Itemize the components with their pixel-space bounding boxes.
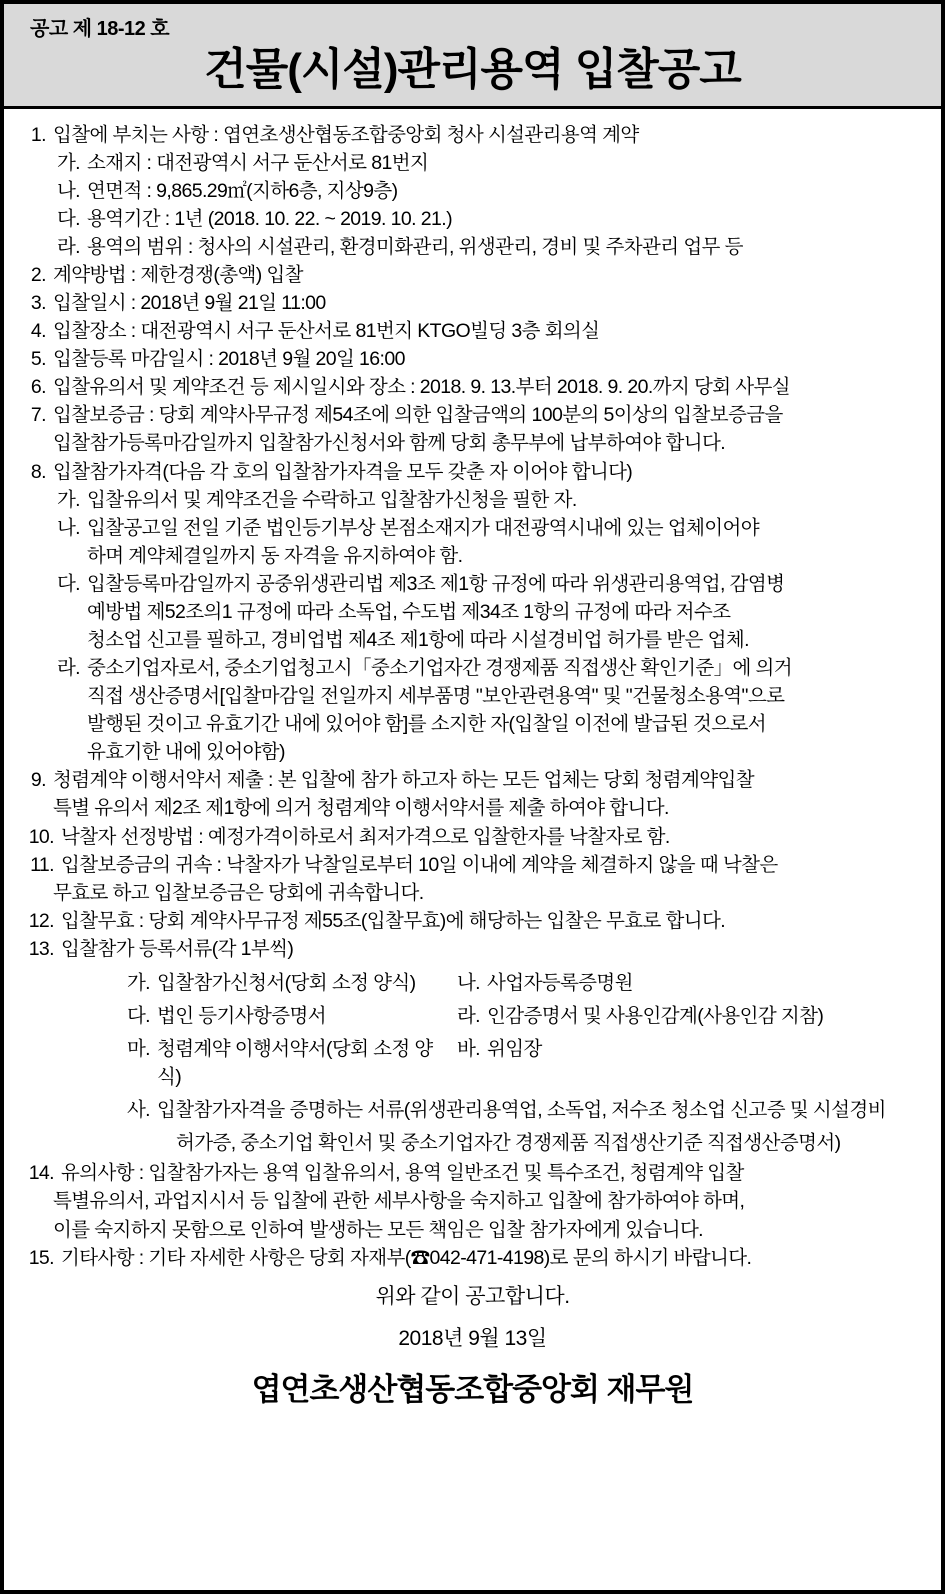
sub-item-number: 가.: [56, 488, 80, 511]
document-label: 인감증명서 및 사용인감계(사용인감 지참): [487, 1005, 824, 1028]
document-header: [4, 4, 941, 109]
item-number: 10.: [28, 825, 54, 848]
item-number: 4.: [30, 320, 46, 343]
item-text: 입찰무효 : 당회 계약사무규정 제55조(입찰무효)에 해당하는 입찰은 무효로 합니다.: [61, 909, 726, 932]
list-item: [20, 401, 925, 429]
document-label: 위임장: [487, 1038, 542, 1061]
item-text: 기타사항 : 기타 자세한 사항은 당회 자재부(☎042-471-4198)로 문의 하시기 바랍니다.: [61, 1246, 752, 1269]
sub-item: [20, 205, 925, 233]
list-item: [20, 121, 925, 149]
sub-item-text: 소재지 : 대전광역시 서구 둔산서로 81번지: [87, 151, 429, 174]
notice-number: 공고 제 18-12 호: [30, 18, 170, 40]
document-number: 가.: [126, 971, 150, 994]
item-text: 입찰일시 : 2018년 9월 21일 11:00: [53, 292, 326, 315]
sub-item-continuation: 청소업 신고를 필하고, 경비업법 제4조 제1항에 따라 시설경비업 허가를 받은 업체.: [87, 629, 749, 651]
required-documents-list: [20, 969, 925, 1157]
sub-item-continuation: 예방법 제52조의1 규정에 따라 소독업, 수도법 제34조 1항의 규정에 따라 저수조: [87, 600, 731, 623]
sub-item-number: 나.: [56, 179, 80, 202]
item-number: 7.: [30, 404, 46, 427]
item-number: 15.: [28, 1246, 54, 1269]
item-text: 입찰유의서 및 계약조건 등 제시일시와 장소 : 2018. 9. 13.부터 2018. 9. 20.까지 당회 사무실: [53, 376, 791, 399]
sub-item: [20, 514, 925, 542]
sub-item: [20, 233, 925, 261]
list-item: [20, 907, 925, 935]
page-title: 건물(시설)관리용역 입찰공고: [204, 45, 741, 94]
sub-item-text: 용역의 범위 : 청사의 시설관리, 환경미화관리, 위생관리, 경비 및 주차관리 업무 등: [87, 235, 743, 258]
document-label: 입찰참가자격을 증명하는 서류(위생관리용역업, 소독업, 저수조 청소업 신고증 및 시설경비: [157, 1099, 886, 1122]
item-text: 입찰참가자격(다음 각 호의 입찰참가자격을 모두 갖춘 자 이어야 합니다): [53, 460, 633, 483]
item-continuation: 특별 유의서 제2조 제1항에 의거 청렴계약 이행서약서를 제출 하여야 합니다.: [53, 797, 669, 820]
sub-item-number: 가.: [56, 151, 80, 174]
list-item: [20, 823, 925, 851]
list-item: [20, 766, 925, 794]
document-label: 사업자등록증명원: [487, 971, 633, 994]
closing-statement: 위와 같이 공고합니다.: [375, 1284, 570, 1308]
documents-row: [124, 1035, 925, 1091]
item-continuation: 무효로 하고 입찰보증금은 당회에 귀속합니다.: [53, 881, 424, 904]
list-item: [20, 458, 925, 486]
list-item: [20, 345, 925, 373]
document-label: 입찰참가신청서(당회 소정 양식): [157, 971, 416, 994]
sub-item-text: 입찰유의서 및 계약조건을 수락하고 입찰참가신청을 필한 자.: [87, 488, 577, 511]
issue-date: 2018년 9월 13일: [398, 1326, 547, 1350]
item-text: 입찰등록 마감일시 : 2018년 9월 20일 16:00: [53, 348, 405, 371]
issuing-organization: 엽연초생산협동조합중앙회 재무원: [251, 1372, 694, 1408]
documents-row: [124, 969, 925, 997]
document-number: 나.: [456, 971, 480, 994]
document-entry: [454, 1002, 925, 1030]
document-footer: [20, 1282, 925, 1413]
sub-item: [20, 570, 925, 598]
document-number: 마.: [126, 1038, 150, 1061]
document-entry: [124, 1096, 925, 1124]
sub-item-continuation: 발행된 것이고 유효기간 내에 있어야 함]를 소지한 자(입찰일 이전에 발급된 것으로서: [87, 713, 766, 736]
item-text: 입찰장소 : 대전광역시 서구 둔산서로 81번지 KTGO빌딩 3층 회의실: [53, 320, 600, 343]
item-continuation: 입찰참가등록마감일까지 입찰참가신청서와 함께 당회 총무부에 납부하여야 합니다.: [53, 432, 726, 455]
item-text: 입찰보증금 : 당회 계약사무규정 제54조에 의한 입찰금액의 100분의 5이상의 입찰보증금을: [53, 404, 783, 427]
list-item: [20, 289, 925, 317]
sub-item-number: 다.: [56, 207, 80, 230]
item-number: 6.: [30, 376, 46, 399]
list-item: [20, 261, 925, 289]
sub-item-continuation: 하며 계약체결일까지 동 자격을 유지하여야 함.: [87, 544, 463, 567]
sub-item-text: 입찰공고일 전일 기준 법인등기부상 본점소재지가 대전광역시내에 있는 업체이어야: [87, 516, 760, 539]
document-entry: [124, 1002, 454, 1030]
list-item: [20, 851, 925, 879]
item-number: 11.: [30, 853, 54, 876]
item-continuation: 이를 숙지하지 못함으로 인하여 발생하는 모든 책임은 입찰 참가자에게 있습니다.: [53, 1218, 703, 1241]
sub-item-text: 용역기간 : 1년 (2018. 10. 22. ~ 2019. 10. 21.): [87, 207, 453, 230]
item-number: 9.: [30, 769, 46, 792]
document-entry: [124, 969, 454, 997]
item-number: 5.: [30, 348, 46, 371]
item-number: 2.: [30, 263, 46, 286]
document-number: 라.: [456, 1005, 480, 1028]
sub-item-number: 나.: [56, 516, 80, 539]
sub-item: [20, 486, 925, 514]
item-number: 14.: [28, 1162, 54, 1185]
list-item: [20, 1244, 925, 1272]
list-item: [20, 373, 925, 401]
sub-item: [20, 654, 925, 682]
item-number: 12.: [28, 909, 54, 932]
item-number: 3.: [30, 292, 46, 315]
item-text: 유의사항 : 입찰참가자는 용역 입찰유의서, 용역 일반조건 및 특수조건, 청렴계약 입찰: [61, 1162, 744, 1185]
document-label: 법인 등기사항증명서: [157, 1005, 326, 1028]
sub-item: [20, 149, 925, 177]
sub-item-number: 라.: [56, 235, 80, 258]
document-label: 청렴계약 이행서약서(당회 소정 양식): [157, 1038, 433, 1089]
item-number: 1.: [30, 123, 46, 146]
document-number: 다.: [126, 1005, 150, 1028]
sub-item-number: 다.: [56, 572, 80, 595]
document-entry: [454, 1035, 925, 1091]
item-text: 입찰에 부치는 사항 : 엽연초생산협동조합중앙회 청사 시설관리용역 계약: [53, 123, 639, 146]
documents-row: [124, 1002, 925, 1030]
list-item: [20, 935, 925, 963]
sub-item-continuation: 유효기한 내에 있어야함): [87, 741, 285, 764]
list-item: [20, 1159, 925, 1187]
list-item: [20, 317, 925, 345]
document-body: [4, 109, 941, 1413]
item-number: 8.: [30, 460, 46, 483]
document-number: 사.: [126, 1099, 150, 1122]
item-text: 낙찰자 선정방법 : 예정가격이하로서 최저가격으로 입찰한자를 낙찰자로 함.: [61, 825, 670, 848]
documents-row: [124, 1096, 925, 1124]
document-entry: [124, 1035, 454, 1091]
item-text: 청렴계약 이행서약서 제출 : 본 입찰에 참가 하고자 하는 모든 업체는 당회 청렴계약입찰: [53, 769, 754, 792]
sub-item-text: 입찰등록마감일까지 공중위생관리법 제3조 제1항 규정에 따라 위생관리용역업, 감염병: [87, 572, 785, 595]
document-entry: [454, 969, 925, 997]
item-text: 계약방법 : 제한경쟁(총액) 입찰: [53, 263, 303, 286]
item-number: 13.: [28, 937, 54, 960]
document-continuation: 허가증, 중소기업 확인서 및 중소기업자간 경쟁제품 직접생산기준 직접생산증명서): [176, 1132, 841, 1155]
item-text: 입찰보증금의 귀속 : 낙찰자가 낙찰일로부터 10일 이내에 계약을 체결하지 않을 때 낙찰은: [61, 853, 778, 876]
sub-item-continuation: 직접 생산증명서[입찰마감일 전일까지 세부품명 "보안관련용역" 및 "건물청소용역"으로: [87, 685, 785, 708]
document-number: 바.: [456, 1038, 480, 1061]
sub-item-number: 라.: [56, 657, 80, 680]
item-continuation: 특별유의서, 과업지시서 등 입찰에 관한 세부사항을 숙지하고 입찰에 참가하여야 하며,: [53, 1190, 745, 1213]
item-text: 입찰참가 등록서류(각 1부씩): [61, 937, 294, 960]
sub-item-text: 연면적 : 9,865.29㎡(지하6층, 지상9층): [87, 179, 398, 202]
sub-item-text: 중소기업자로서, 중소기업청고시「중소기업자간 경쟁제품 직접생산 확인기준」에 의거: [87, 657, 793, 680]
sub-item: [20, 177, 925, 205]
